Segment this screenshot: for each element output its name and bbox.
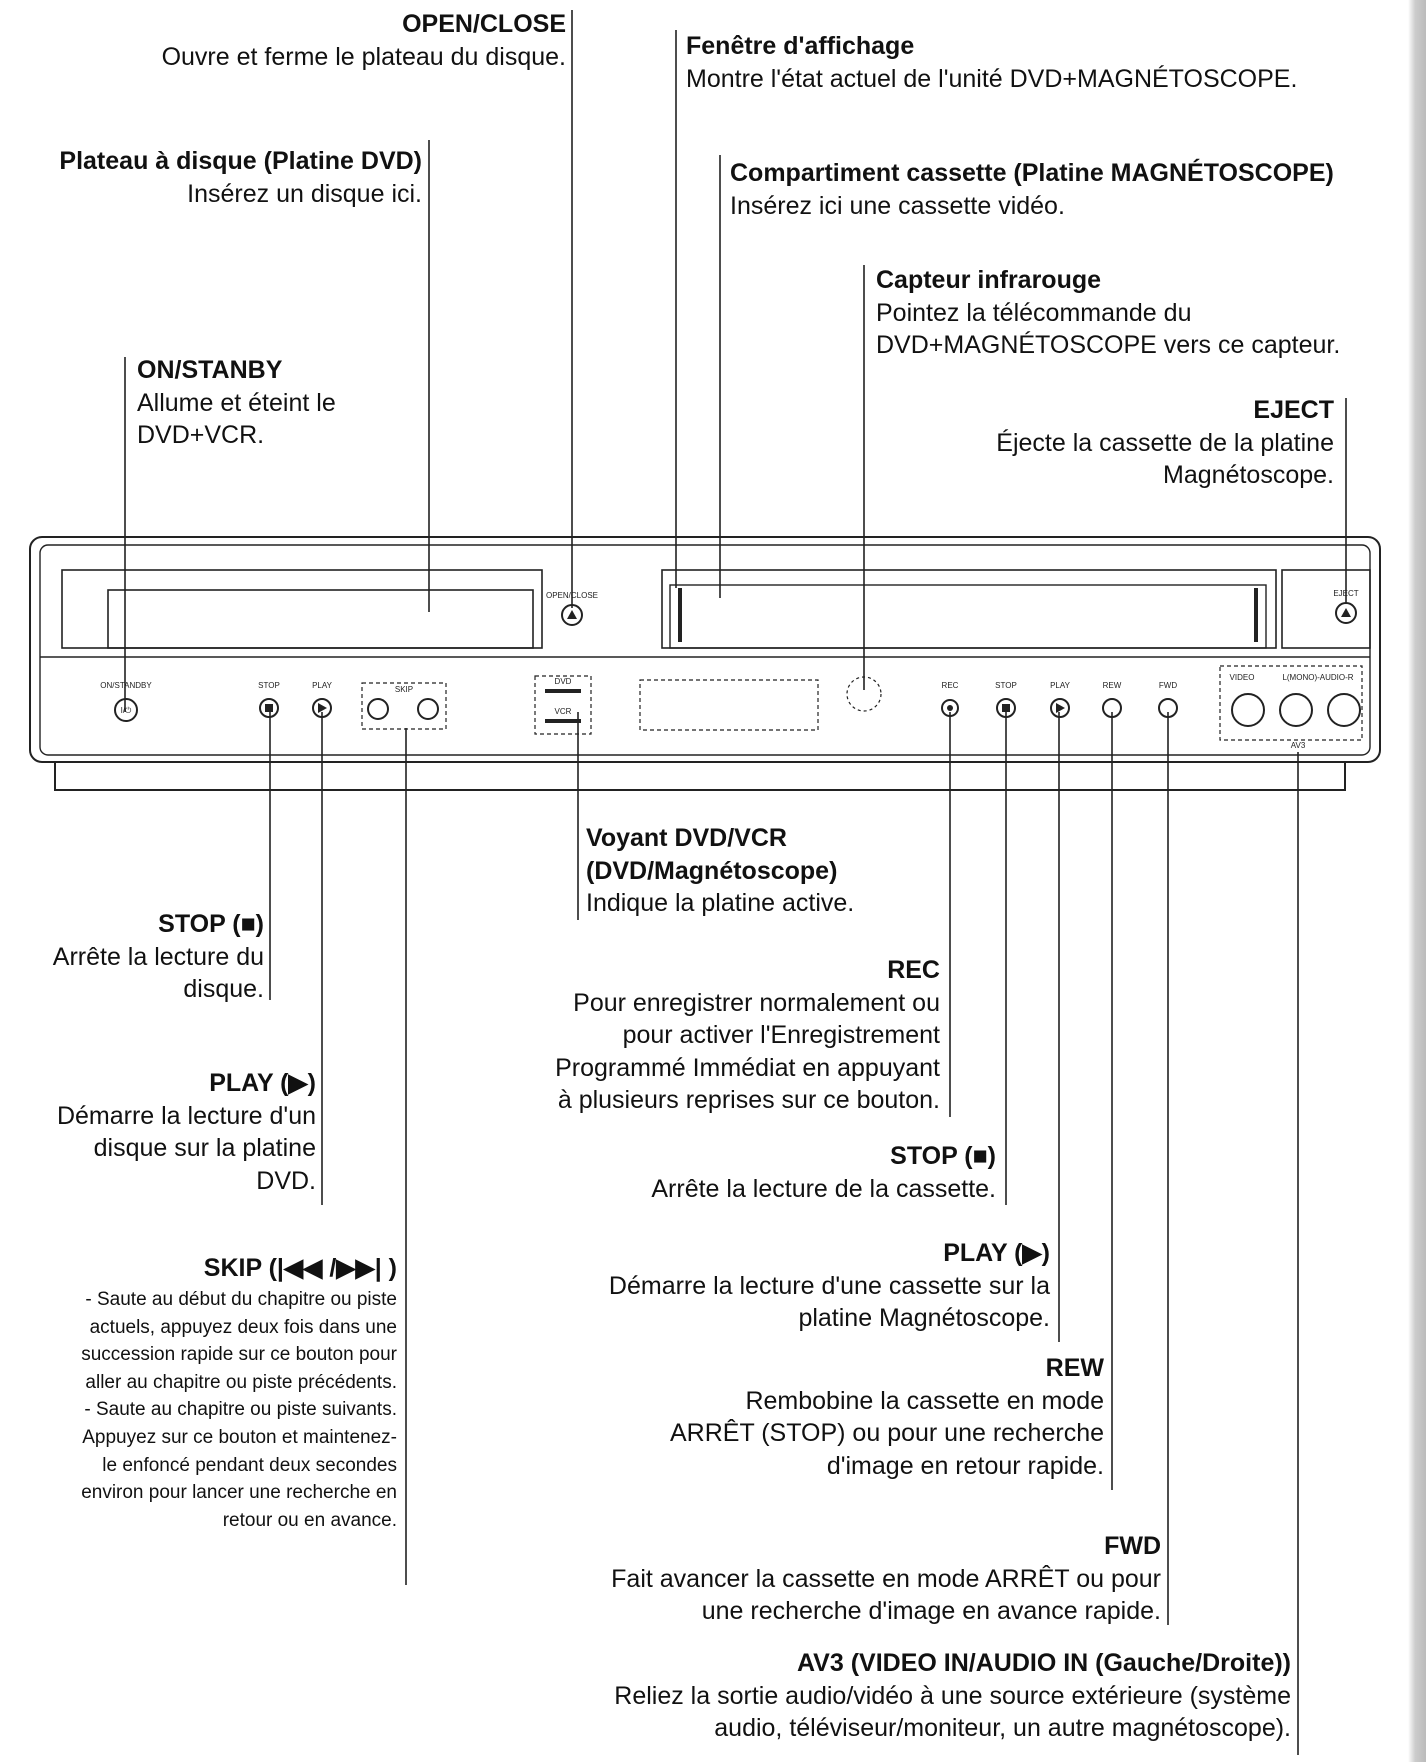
callout-desc: Appuyez sur ce bouton et maintenez- [82, 1426, 397, 1448]
callout-desc: succession rapide sur ce bouton pour [81, 1344, 397, 1366]
panel-label-on-standby: ON/STANDBY [100, 681, 152, 690]
callout-desc: Démarre la lecture d'un [56, 1101, 316, 1130]
panel-label-power-symbol: I/⏻ [120, 706, 132, 715]
callout-desc: à plusieurs reprises sur ce bouton. [557, 1086, 940, 1114]
callout-title: PLAY (▶) [943, 1239, 1050, 1267]
callout-rew [670, 1352, 1104, 1482]
panel-label-rec: REC [941, 681, 959, 690]
panel-label-play-dvd: PLAY [312, 681, 332, 690]
callout-play-dvd [57, 1067, 316, 1197]
callout-title: STOP (■) [158, 910, 264, 938]
callout-title: SKIP (|◀◀ /▶▶| ) [203, 1254, 397, 1282]
callout-desc: Pointez la télécommande du [876, 298, 1192, 327]
callout-desc: - Saute au chapitre ou piste suivants. [84, 1399, 397, 1421]
callout-title: Fenêtre d'affichage [686, 32, 915, 60]
callout-desc: audio, téléviseur/moniteur, un autre magnétoscope). [714, 1714, 1291, 1742]
callout-desc: Montre l'état actuel de l'unité DVD+MAGNÉTOSCOPE. [686, 64, 1298, 93]
callout-title: AV3 (VIDEO IN/AUDIO IN (Gauche/Droite)) [796, 1649, 1291, 1677]
callout-dvd-vcr-indicator [586, 822, 854, 920]
callout-desc: disque sur la platine [93, 1134, 316, 1162]
callout-desc: Indique la platine active. [586, 889, 855, 917]
callout-desc: le enfoncé pendant deux secondes [102, 1454, 397, 1476]
callout-stop-dvd [53, 908, 264, 1006]
callout-desc: Insérez ici une cassette vidéo. [730, 191, 1065, 220]
callout-desc: Démarre la lecture d'une cassette sur la [608, 1271, 1050, 1300]
callout-desc: Programmé Immédiat en appuyant [555, 1053, 940, 1082]
callout-title: EJECT [1253, 396, 1334, 424]
callout-open-close [162, 8, 566, 73]
callout-display [686, 30, 1297, 95]
panel-label-skip: SKIP [394, 685, 414, 694]
callout-title: FWD [1104, 1532, 1161, 1560]
callout-desc: DVD+MAGNÉTOSCOPE vers ce capteur. [876, 331, 1341, 359]
callout-desc: disque. [183, 975, 264, 1003]
callout-desc: Pour enregistrer normalement ou [573, 988, 940, 1017]
panel-label-video: VIDEO [1229, 673, 1255, 682]
callout-title: REW [1045, 1354, 1104, 1382]
callout-av3 [614, 1647, 1291, 1745]
panel-label-av3: AV3 [1290, 741, 1306, 750]
callout-desc: Allume et éteint le [137, 388, 336, 417]
callout-disc-tray [59, 145, 422, 210]
callout-desc: platine Magnétoscope. [798, 1304, 1050, 1332]
callout-desc: Reliez la sortie audio/vidéo à une source extérieure (système [614, 1681, 1291, 1710]
callout-desc: aller au chapitre ou piste précédents. [85, 1371, 397, 1393]
panel-label-rew: REW [1102, 681, 1122, 690]
callout-desc: Rembobine la cassette en mode [745, 1386, 1104, 1415]
callout-fwd [611, 1530, 1161, 1628]
callout-eject [996, 394, 1334, 492]
callout-rec [555, 954, 940, 1117]
panel-label-stop-dvd: STOP [258, 681, 280, 690]
panel-label-dvd: DVD [554, 677, 572, 686]
callout-desc: ARRÊT (STOP) ou pour une recherche [670, 1419, 1104, 1447]
callout-desc: Arrête la lecture du [52, 942, 264, 971]
callout-title: STOP (■) [890, 1142, 996, 1170]
callout-stop-vcr [651, 1140, 996, 1205]
callout-title: ON/STANBY [137, 356, 283, 384]
callout-title: OPEN/CLOSE [402, 10, 566, 38]
callout-title: Capteur infrarouge [876, 266, 1102, 294]
page-edge [1408, 0, 1426, 1762]
callout-desc: - Saute au début du chapitre ou piste [85, 1289, 397, 1311]
callout-desc: Insérez un disque ici. [187, 179, 422, 208]
callout-title: REC [887, 956, 940, 984]
callout-skip [81, 1250, 397, 1534]
panel-label-audio: L(MONO)-AUDIO-R [1282, 673, 1354, 682]
callout-desc: Éjecte la cassette de la platine [996, 428, 1334, 457]
panel-label-vcr: VCR [554, 707, 572, 716]
panel-label-play-vcr: PLAY [1050, 681, 1070, 690]
callout-desc: environ pour lancer une recherche en [81, 1482, 397, 1504]
callout-title: Compartiment cassette (Platine MAGNÉTOSCOPE) [730, 159, 1334, 187]
callout-desc: d'image en retour rapide. [826, 1451, 1104, 1480]
callout-desc: DVD+VCR. [137, 421, 265, 449]
callout-cassette [730, 157, 1334, 222]
callout-desc: DVD. [256, 1166, 316, 1195]
panel-label-eject: EJECT [1333, 589, 1359, 598]
callout-desc: Ouvre et ferme le plateau du disque. [161, 42, 566, 71]
callout-desc: Magnétoscope. [1163, 461, 1334, 489]
callout-title: Plateau à disque (Platine DVD) [59, 147, 422, 175]
panel-label-stop-vcr: STOP [995, 681, 1017, 690]
callout-desc: une recherche d'image en avance rapide. [701, 1597, 1161, 1625]
callout-title: PLAY (▶) [209, 1069, 316, 1097]
callout-desc: Arrête la lecture de la cassette. [651, 1174, 996, 1203]
panel-label-open-close: OPEN/CLOSE [545, 591, 599, 600]
callout-desc: actuels, appuyez deux fois dans une [89, 1316, 397, 1338]
callout-on-standby [137, 354, 336, 452]
callout-play-vcr [609, 1237, 1050, 1335]
callout-title: (DVD/Magnétoscope) [586, 856, 838, 885]
callout-desc: retour ou en avance. [222, 1509, 397, 1531]
dvd-vcr-unit [30, 537, 1380, 790]
callout-title: Voyant DVD/VCR [586, 824, 787, 852]
callout-desc: Fait avancer la cassette en mode ARRÊT ou pour [611, 1564, 1161, 1593]
panel-label-fwd: FWD [1158, 681, 1178, 690]
callout-desc: pour activer l'Enregistrement [622, 1021, 940, 1049]
callout-ir-sensor [876, 264, 1340, 362]
